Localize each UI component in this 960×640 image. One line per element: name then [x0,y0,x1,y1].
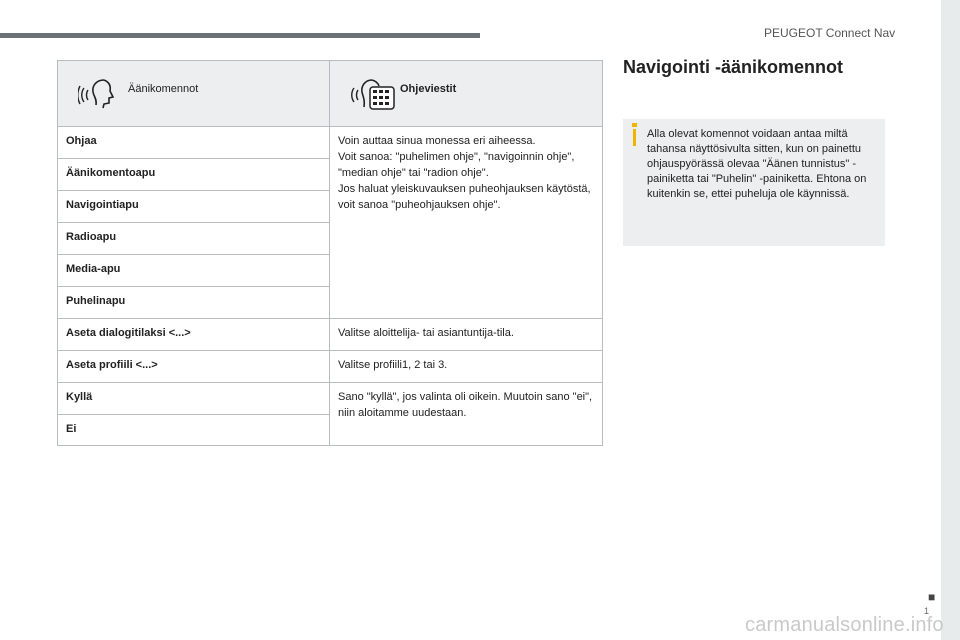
side-bullet: ■ [928,590,936,604]
voice-command-table [57,60,603,446]
header-title: PEUGEOT Connect Nav [764,26,896,40]
command-cell: Radioapu [58,223,330,255]
response-cell [330,127,603,319]
response-cell: Valitse aloittelija- tai asiantuntija-tila. [330,319,603,351]
table-row [58,127,603,159]
side-strip [941,0,960,640]
header-cell-commands [58,61,330,127]
command-cell: Ohjaa [58,127,330,159]
table-row [58,383,603,415]
top-bar [0,33,480,38]
header-cell-messages [330,61,603,127]
response-text: Voin auttaa sinua monessa eri aiheessa. Voit sanoa: "puhelimen ohje", "navigoinnin ohje", "median ohje" tai "radion ohje". Jos haluat yleiskuvauksen puheohjauksen käytöstä, voit sanoa "puheohjauksen ohje". [338,135,591,211]
col-header-messages: Ohjeviestit [400,83,457,95]
section-title: Navigointi -äänikomennot [623,57,844,77]
table-header-row [58,61,603,127]
voice-command-icon [78,77,118,109]
command-cell: Ei [58,415,330,446]
response-cell: Sano "kyllä", jos valinta oli oikein. Muutoin sano "ei", niin aloitamme uudestaan. [330,383,603,446]
info-text: Alla olevat komennot voidaan antaa miltä tahansa näyttösivulta sitten, kun on painettu ohjauspyörässä olevaa "Äänen tunnistus" -painiketta tai "Puhelin" -painiketta. Ehtona on kuitenkin se, ettei puheluja ole käynnissä. [647,128,867,200]
command-cell: Kyllä [58,383,330,415]
command-cell: Aseta dialogitilaksi <...> [58,319,330,351]
help-message-icon [350,77,396,111]
response-cell: Valitse profiili1, 2 tai 3. [330,351,603,383]
command-cell: Navigointiapu [58,191,330,223]
command-cell: Aseta profiili <...> [58,351,330,383]
command-cell: Äänikomentoapu [58,159,330,191]
col-header-commands: Äänikomennot [128,83,199,95]
table-row [58,319,603,351]
table-row [58,351,603,383]
info-box [623,119,885,246]
command-cell: Puhelinapu [58,287,330,319]
command-cell: Media-apu [58,255,330,287]
watermark: carmanualsonline.info [745,614,944,636]
page-number: 1 [924,606,930,616]
